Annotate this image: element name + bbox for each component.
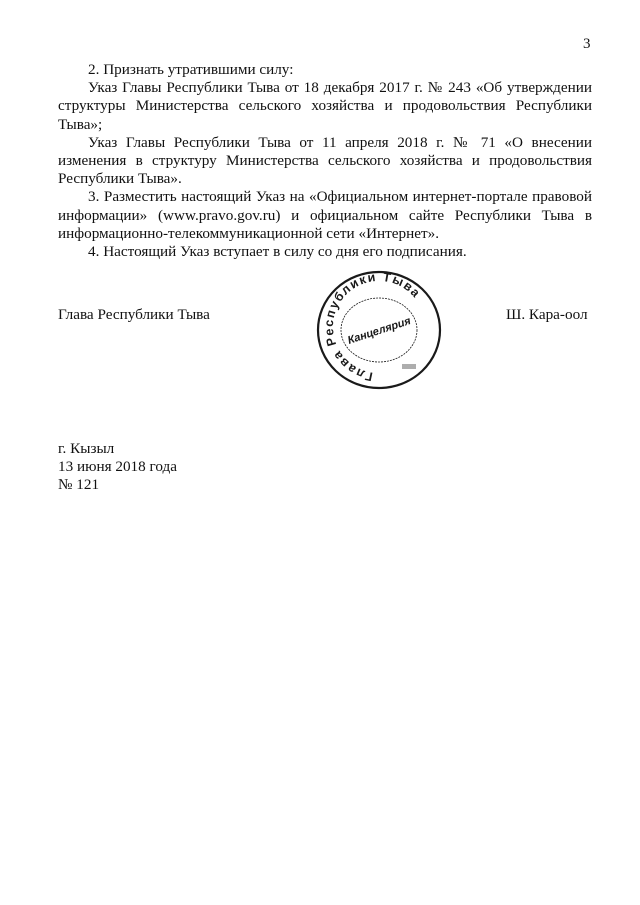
signatory-name: Ш. Кара-оол xyxy=(506,306,588,323)
seal-ring-text: Глава Республики Тыва xyxy=(321,269,424,384)
paragraph-repeal-heading: 2. Признать утратившими силу: xyxy=(88,61,294,78)
signatory-title: Глава Республики Тыва xyxy=(58,306,210,323)
paragraph-effective-date: 4. Настоящий Указ вступает в силу со дня его подписания. xyxy=(88,243,467,261)
document-body xyxy=(58,61,592,261)
paragraph-repeal-decree-243: Указ Главы Республики Тыва от 18 декабря 2017 г. № 243 «Об утверждении структуры Министерства сельского хозяйства и продовольствия Республики Тыва»; xyxy=(58,79,592,133)
paragraph-repeal-decree-71: Указ Главы Республики Тыва от 11 апреля 2018 г. № 71 «О внесении изменения в структуру Министерства сельского хозяйства и продовольствия Республики Тыва». xyxy=(58,133,592,188)
page-number: 3 xyxy=(583,36,591,52)
paragraph-publication: 3. Разместить настоящий Указ на «Официальном интернет-портале правовой информации» (www.pravo.gov.ru) и официальном сайте Республики Тыва в информационно-телекоммуникационной сети «Интернет». xyxy=(58,188,592,242)
document-footer xyxy=(58,440,177,495)
footer-city: г. Кызыл xyxy=(58,440,115,457)
official-seal xyxy=(310,268,448,392)
footer-date: 13 июня 2018 года xyxy=(58,458,178,476)
seal-center-text: Канцелярия xyxy=(346,315,413,347)
footer-number: № 121 xyxy=(58,476,100,494)
seal-smudge xyxy=(402,364,416,369)
